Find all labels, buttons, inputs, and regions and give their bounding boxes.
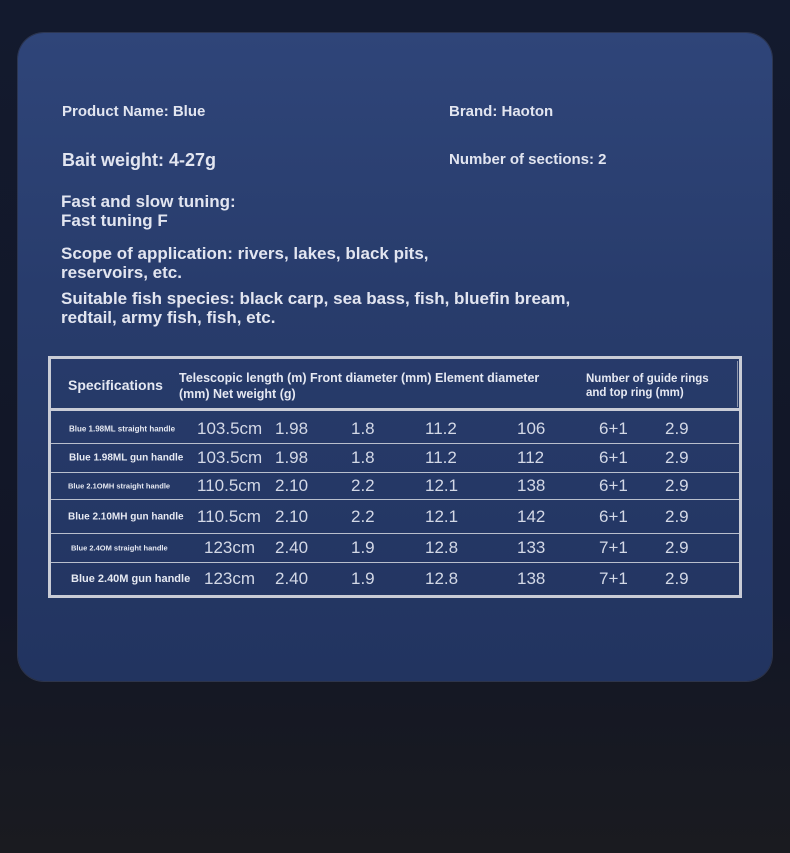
net-weight: 138 [517, 569, 546, 588]
rod-length: 2.10 [275, 506, 309, 526]
rod-length: 2.40 [275, 538, 309, 557]
net-weight: 106 [517, 418, 546, 438]
header-specifications: Specifications [68, 377, 163, 393]
front-diameter: 2.2 [351, 476, 375, 495]
rod-length: 2.40 [275, 569, 309, 588]
element-diameter: 12.1 [425, 506, 459, 526]
scope-of-application [61, 244, 429, 282]
rod-length: 1.98 [275, 418, 309, 438]
table-row [51, 500, 739, 534]
telescopic-length: 110.5cm [197, 476, 261, 495]
element-diameter: 11.2 [425, 418, 457, 438]
top-ring: 2.9 [665, 538, 689, 557]
header-guide-rings-line-1: Number of guide rings [586, 373, 709, 385]
table-row [51, 534, 739, 563]
product-name: Product Name: Blue [62, 103, 206, 120]
top-ring: 2.9 [665, 506, 689, 526]
tuning-line-1: Fast and slow tuning: [61, 192, 236, 211]
species-line-2: redtail, army fish, fish, etc. [61, 308, 276, 327]
rod-length: 1.98 [275, 448, 309, 467]
top-ring: 2.9 [665, 448, 689, 467]
net-weight: 133 [517, 538, 546, 557]
table-row [51, 444, 739, 473]
element-diameter: 12.1 [425, 476, 459, 495]
guide-rings: 6+1 [599, 506, 628, 526]
front-diameter: 1.9 [351, 569, 375, 588]
element-diameter: 11.2 [425, 448, 457, 467]
element-diameter: 12.8 [425, 538, 459, 557]
net-weight: 142 [517, 506, 546, 526]
top-ring: 2.9 [665, 569, 689, 588]
row-name: Blue 1.98ML gun handle [69, 452, 184, 464]
species-line-1: Suitable fish species: black carp, sea bass, fish, bluefin bream, [61, 289, 571, 308]
guide-rings: 6+1 [599, 418, 628, 438]
telescopic-length: 110.5cm [197, 506, 261, 526]
row-name: Blue 2.40M gun handle [71, 573, 191, 585]
number-of-sections: Number of sections: 2 [449, 151, 607, 168]
scope-line-1: Scope of application: rivers, lakes, black pits, [61, 244, 429, 263]
net-weight: 138 [517, 476, 546, 495]
telescopic-length: 103.5cm [197, 448, 263, 467]
tuning [61, 192, 236, 230]
table-row [51, 473, 739, 500]
row-name: Blue 1.98ML straight handle [69, 424, 176, 433]
row-name: Blue 2.4OM straight handle [71, 543, 168, 553]
top-ring: 2.9 [665, 418, 689, 438]
top-ring: 2.9 [665, 476, 689, 495]
brand: Brand: Haoton [449, 103, 554, 120]
front-diameter: 1.9 [351, 538, 375, 557]
table-row [51, 414, 739, 444]
tuning-line-2: Fast tuning F [61, 211, 168, 230]
rod-length: 2.10 [275, 476, 309, 495]
row-name: Blue 2.10MH gun handle [68, 511, 184, 522]
net-weight: 112 [517, 448, 545, 467]
front-diameter: 1.8 [351, 418, 375, 438]
bait-weight: Bait weight: 4-27g [62, 150, 217, 170]
guide-rings: 7+1 [599, 538, 628, 557]
guide-rings: 6+1 [599, 476, 628, 495]
header-columns-line-1: Telescopic length (m) Front diameter (mm) Element diameter [179, 371, 540, 385]
header-columns-line-2: (mm) Net weight (g) [179, 387, 296, 401]
telescopic-length: 123cm [204, 538, 256, 557]
guide-rings: 7+1 [599, 569, 628, 588]
table-row [51, 563, 739, 595]
scope-line-2: reservoirs, etc. [61, 263, 182, 282]
element-diameter: 12.8 [425, 569, 459, 588]
telescopic-length: 103.5cm [197, 418, 263, 438]
suitable-fish-species [61, 289, 570, 327]
telescopic-length: 123cm [204, 569, 256, 588]
header-divider [737, 361, 738, 407]
spec-table-header [51, 359, 739, 411]
header-guide-rings-line-2: and top ring (mm) [586, 387, 684, 399]
front-diameter: 1.8 [351, 448, 375, 467]
guide-rings: 6+1 [599, 448, 628, 467]
row-name: Blue 2.1OMH straight handle [68, 481, 171, 491]
front-diameter: 2.2 [351, 506, 375, 526]
spec-table [48, 356, 742, 598]
